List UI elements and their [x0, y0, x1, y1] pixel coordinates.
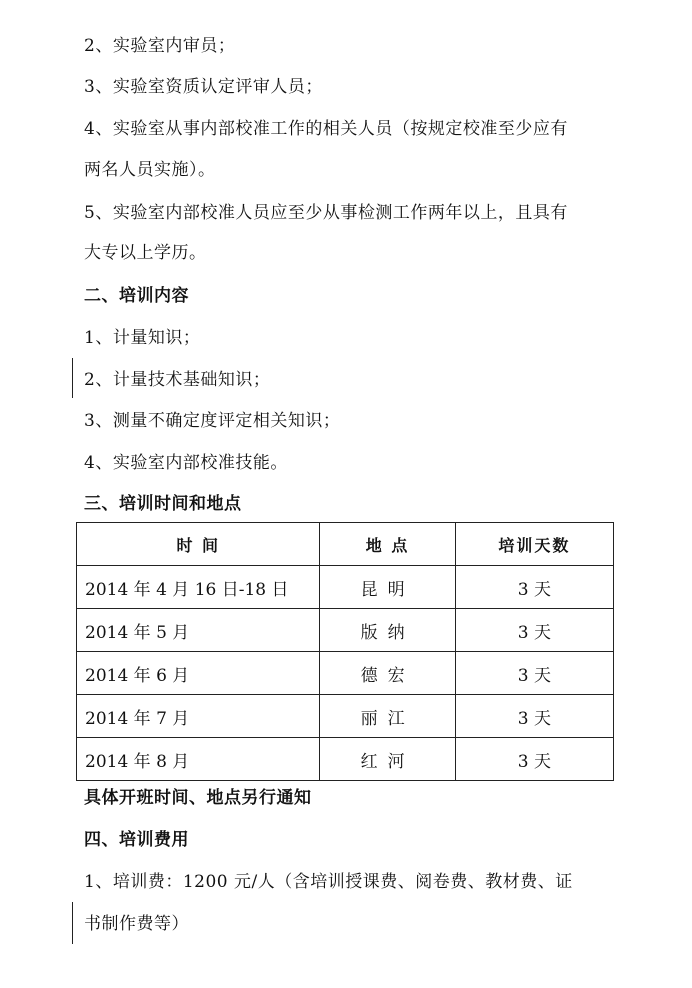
list-item: 1、计量知识；	[84, 328, 201, 348]
fee-line: 书制作费等）	[84, 914, 189, 934]
column-header-days: 培训天数	[455, 523, 613, 566]
table-row	[77, 695, 614, 738]
text-line: 3、实验室资质认定评审人员；	[84, 77, 323, 97]
cell-place: 版纳	[320, 609, 455, 652]
schedule-note: 具体开班时间、地点另行通知	[84, 788, 312, 808]
table-row	[77, 566, 614, 609]
cell-time: 2014 年 6 月	[77, 652, 320, 695]
table-row	[77, 652, 614, 695]
text-line: 5、实验室内部校准人员应至少从事检测工作两年以上，且具有	[84, 203, 568, 223]
cell-days: 3 天	[455, 609, 613, 652]
section-heading-content: 二、培训内容	[84, 286, 189, 306]
cell-days: 3 天	[455, 566, 613, 609]
cell-time: 2014 年 5 月	[77, 609, 320, 652]
cell-time: 2014 年 4 月 16 日-18 日	[77, 566, 320, 609]
revision-bar	[72, 358, 73, 398]
list-item: 2、计量技术基础知识；	[84, 370, 271, 390]
text-line: 2、实验室内审员；	[84, 36, 236, 56]
cell-place: 昆明	[320, 566, 455, 609]
section-heading-schedule: 三、培训时间和地点	[84, 494, 242, 514]
list-item: 3、测量不确定度评定相关知识；	[84, 411, 341, 431]
cell-time: 2014 年 8 月	[77, 738, 320, 781]
schedule-table	[76, 522, 614, 781]
text-line: 两名人员实施）。	[84, 160, 216, 180]
cell-days: 3 天	[455, 738, 613, 781]
table-header-row	[77, 523, 614, 566]
section-heading-fees: 四、培训费用	[84, 830, 189, 850]
cell-place: 红河	[320, 738, 455, 781]
table-row	[77, 609, 614, 652]
cell-place: 丽江	[320, 695, 455, 738]
list-item: 4、实验室内部校准技能。	[84, 453, 288, 473]
revision-bar	[72, 902, 73, 944]
fee-line: 1、培训费：1200 元/人（含培训授课费、阅卷费、教材费、证	[84, 872, 573, 892]
cell-days: 3 天	[455, 652, 613, 695]
cell-days: 3 天	[455, 695, 613, 738]
text-line: 4、实验室从事内部校准工作的相关人员（按规定校准至少应有	[84, 119, 568, 139]
cell-time: 2014 年 7 月	[77, 695, 320, 738]
table-row	[77, 738, 614, 781]
text-line: 大专以上学历。	[84, 243, 207, 263]
column-header-place: 地 点	[320, 523, 455, 566]
column-header-time: 时 间	[77, 523, 320, 566]
cell-place: 德宏	[320, 652, 455, 695]
